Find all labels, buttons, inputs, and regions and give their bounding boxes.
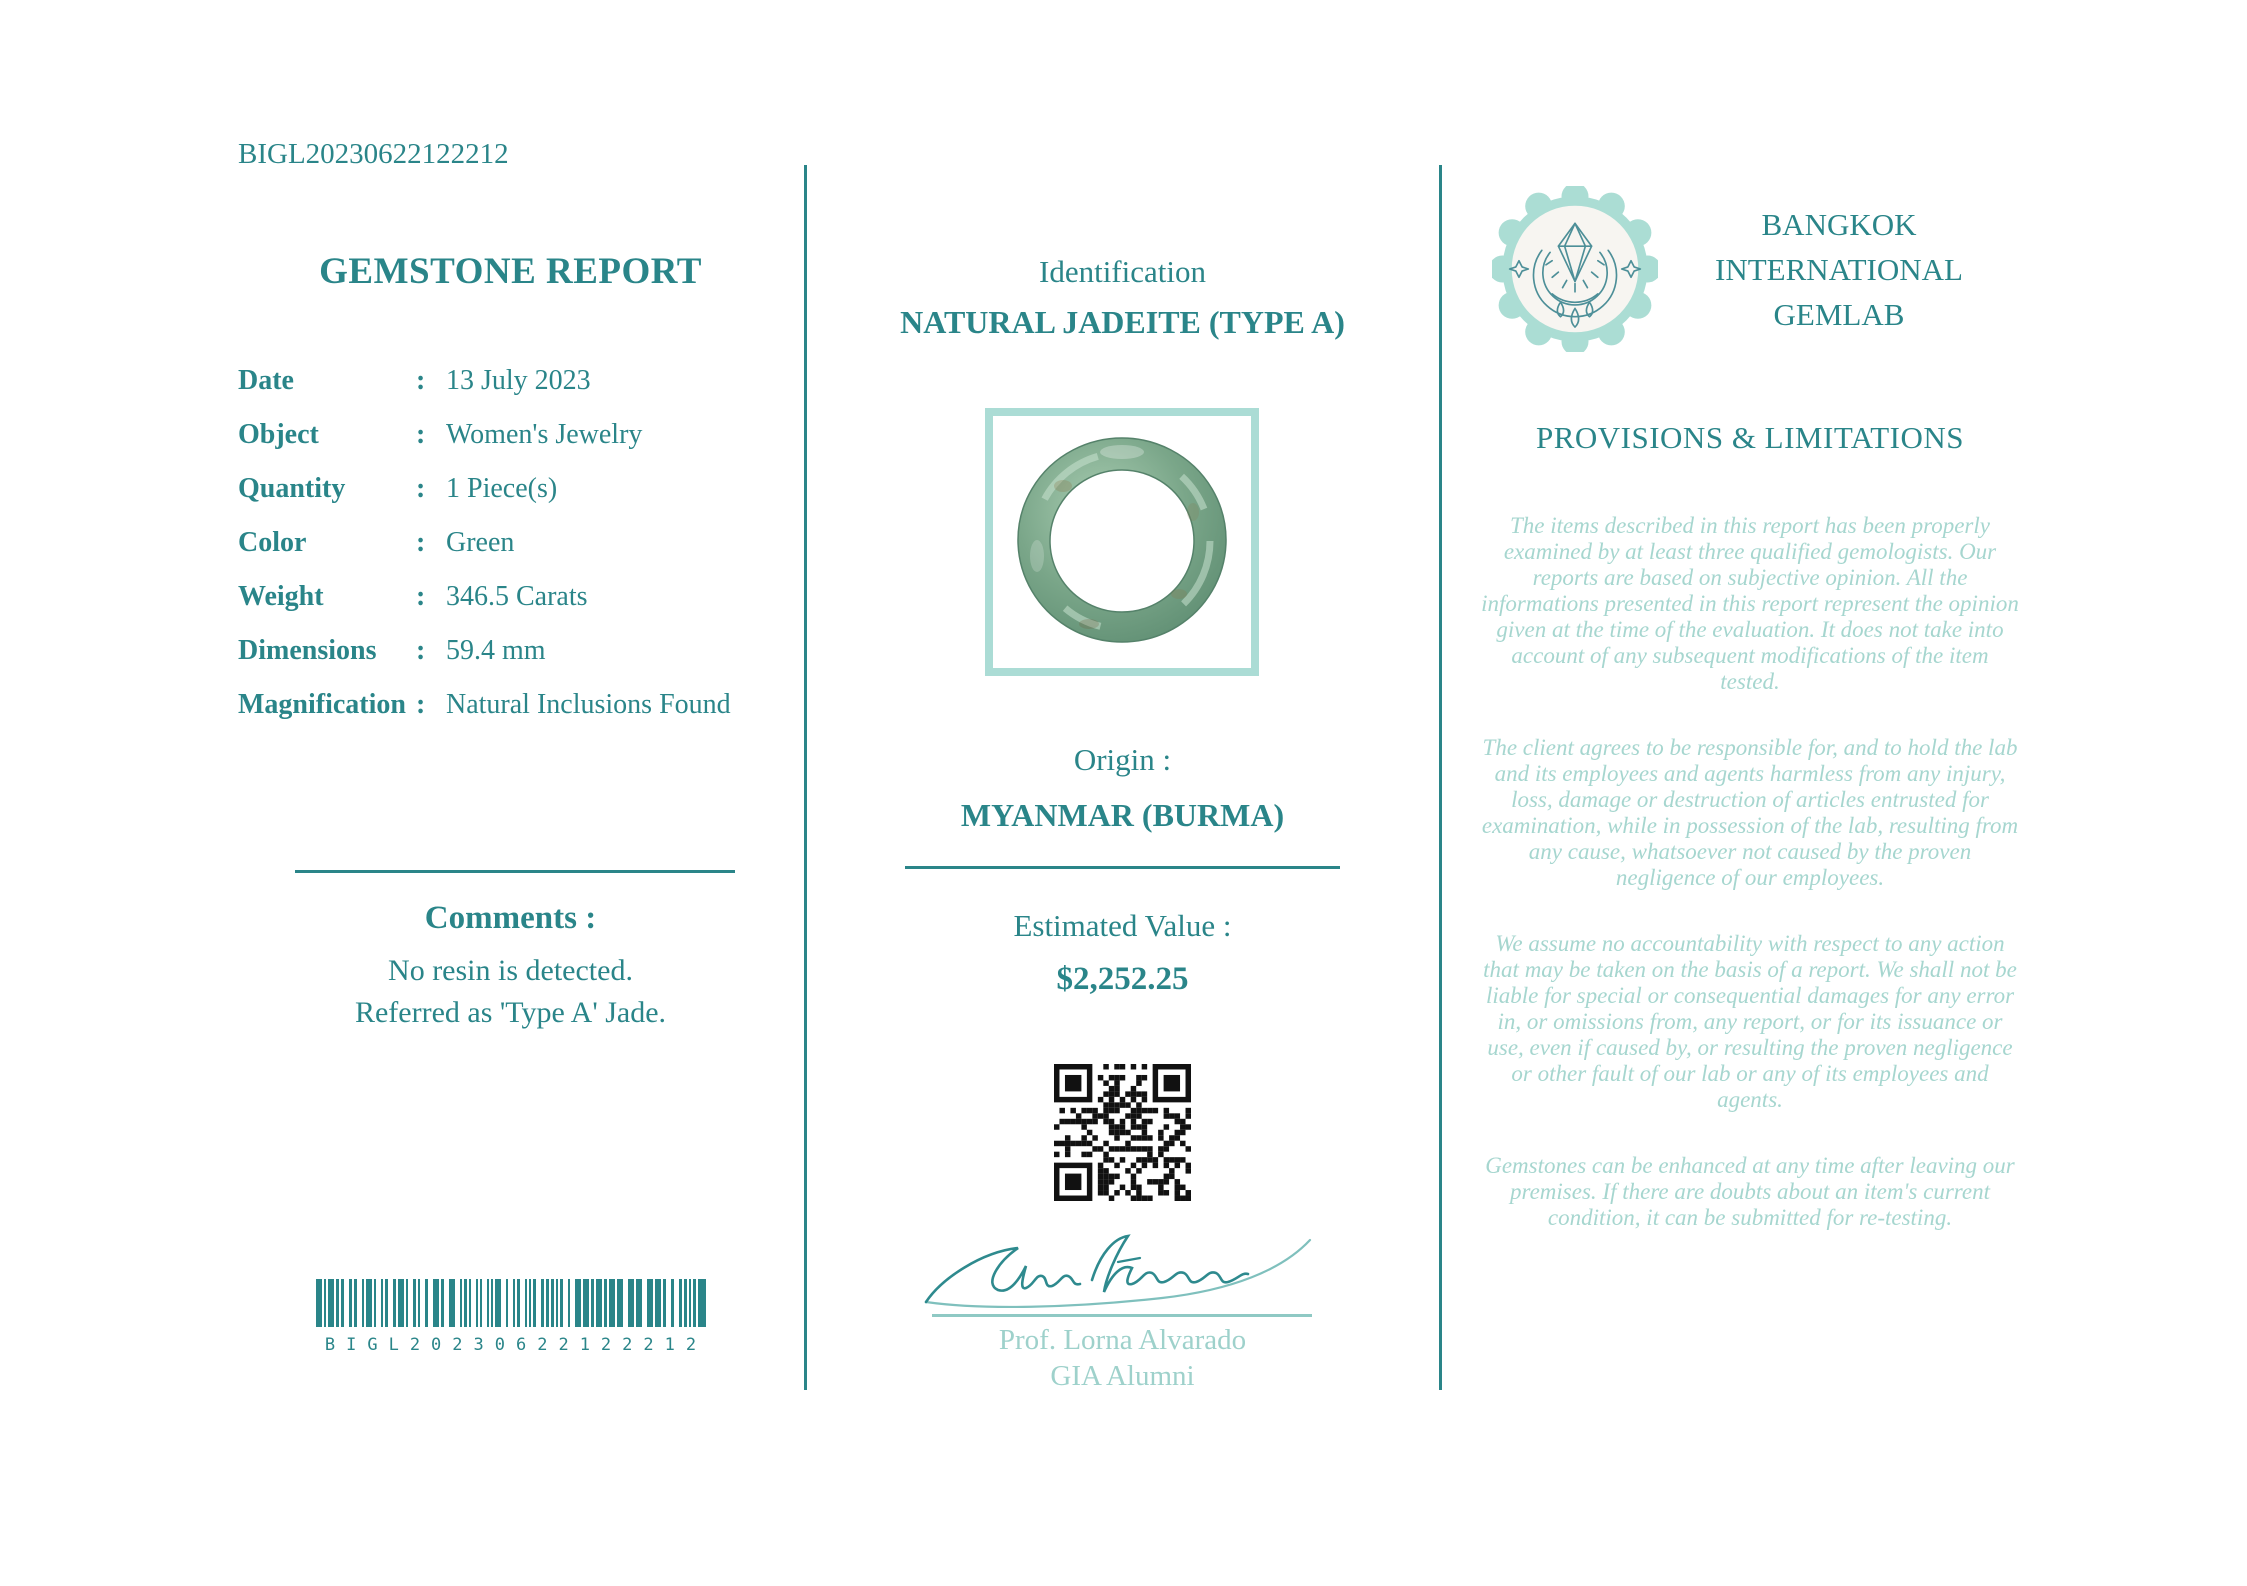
barcode	[238, 1279, 783, 1355]
field-label: Color	[238, 527, 307, 558]
lab-name	[1658, 202, 2020, 337]
comments-divider	[295, 870, 735, 873]
jade-bangle-photo	[993, 416, 1251, 668]
field-colon: :	[416, 581, 426, 612]
field-colon: :	[416, 635, 426, 666]
field-label: Quantity	[238, 473, 346, 504]
field-colon: :	[416, 527, 426, 558]
comments-heading: Comments :	[424, 900, 597, 936]
field-label: Object	[238, 419, 319, 450]
column-separator	[804, 165, 807, 1390]
estimated-value-heading: Estimated Value :	[1013, 908, 1232, 943]
estimated-value: $2,252.25	[1056, 961, 1189, 997]
table-row	[238, 528, 783, 557]
report-title: GEMSTONE REPORT	[319, 251, 702, 292]
field-colon: :	[416, 419, 426, 450]
field-value: 1 Piece(s)	[446, 473, 558, 504]
field-colon: :	[416, 473, 426, 504]
lab-name-line: INTERNATIONAL	[1715, 251, 1963, 287]
field-label: Dimensions	[238, 635, 377, 666]
table-row	[238, 636, 783, 665]
signature	[922, 1218, 1322, 1314]
provisions-paragraph: The client agrees to be responsible for, and to hold the lab and its employees and agents harmless from any injury, loss, damage or destruction of articles entrusted for examination, while in possession of the lab, resulting from any cause, whatsoever not caused by the proven negligence of our employees.	[1481, 735, 2019, 890]
column-separator	[1439, 165, 1442, 1390]
signatory-name: Prof. Lorna Alvarado	[998, 1324, 1247, 1356]
provisions-heading: PROVISIONS & LIMITATIONS	[1535, 420, 1965, 455]
origin-value: MYANMAR (BURMA)	[960, 797, 1285, 833]
field-colon: :	[416, 689, 426, 720]
report-details-column	[238, 0, 783, 1586]
table-row	[238, 474, 783, 503]
lab-name-line: GEMLAB	[1773, 296, 1905, 332]
qr-svg	[1054, 1064, 1191, 1201]
field-label: Weight	[238, 581, 324, 612]
provisions-paragraph: The items described in this report has been properly examined by at least three qualified gemologists. Our reports are based on subjective opinion. All the informations presented in this report represent the opinion given at the time of the evaluation. It does not take into account of any subsequent modifications of the item tested.	[1481, 513, 2019, 694]
value-divider	[905, 866, 1340, 869]
field-value: 13 July 2023	[446, 365, 591, 396]
comment-line: Referred as 'Type A' Jade.	[354, 996, 667, 1029]
lab-header	[1480, 186, 2020, 352]
barcode-svg	[316, 1279, 706, 1327]
field-label: Magnification	[238, 689, 406, 720]
identification-column	[850, 0, 1395, 1586]
field-label: Date	[238, 365, 294, 396]
qr-code	[1054, 1064, 1191, 1201]
report-fields-table	[238, 366, 783, 744]
table-row	[238, 420, 783, 449]
identification-heading: Identification	[1039, 254, 1206, 289]
lab-name-line: BANGKOK	[1761, 206, 1917, 242]
lab-column	[1480, 0, 2020, 1586]
report-number: BIGL20230622122212	[238, 138, 509, 170]
gemlab-logo-icon	[1492, 186, 1658, 352]
comment-line: No resin is detected.	[388, 954, 633, 987]
field-value: Green	[446, 527, 515, 558]
field-value: 59.4 mm	[446, 635, 546, 666]
table-row	[238, 690, 783, 719]
table-row	[238, 582, 783, 611]
provisions-paragraph: We assume no accountability with respect to any action that may be taken on the basis of a report. We shall not be liable for special or consequential damages for any error in, or omissions from, any report, or for its issuance or use, even if caused by, or resulting the proven negligence or other fault of our lab or any of its employees and agents.	[1483, 931, 2017, 1112]
gem-photo-frame	[985, 408, 1259, 676]
barcode-text: BIGL20230622122212	[324, 1335, 708, 1355]
signatory-credential: GIA Alumni	[1050, 1360, 1195, 1392]
field-value: Women's Jewelry	[446, 419, 643, 450]
provisions-paragraphs	[1480, 513, 2020, 1271]
provisions-paragraph: Gemstones can be enhanced at any time after leaving our premises. If there are doubts about an item's current condition, it can be submitted for re-testing.	[1485, 1153, 2015, 1230]
field-value: Natural Inclusions Found	[446, 689, 731, 720]
signature-strokes	[922, 1218, 1322, 1314]
field-colon: :	[416, 365, 426, 396]
origin-heading: Origin :	[1073, 742, 1172, 777]
identification-value: NATURAL JADEITE (TYPE A)	[900, 304, 1345, 340]
comments-text	[238, 950, 783, 1034]
field-value: 346.5 Carats	[446, 581, 588, 612]
table-row	[238, 366, 783, 395]
signature-underline	[932, 1314, 1312, 1317]
